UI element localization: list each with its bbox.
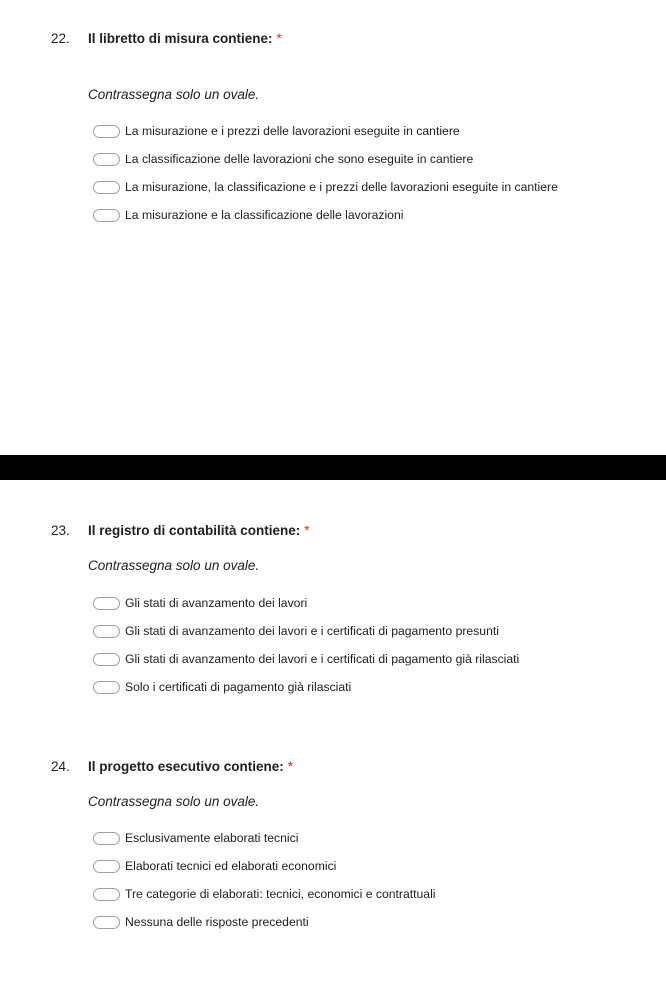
option-label: Nessuna delle risposte precedenti [125,915,309,929]
option-label: La misurazione e i prezzi delle lavorazioni eseguite in cantiere [125,124,460,138]
radio-oval[interactable] [93,681,120,694]
option-item[interactable] [93,173,558,201]
option-label: Gli stati di avanzamento dei lavori e i certificati di pagamento già rilasciati [125,652,520,666]
question-number: 24. [51,759,70,774]
radio-oval[interactable] [93,181,120,194]
option-label: La misurazione e la classificazione delle lavorazioni [125,208,404,222]
option-list [93,824,435,936]
radio-oval[interactable] [93,860,120,873]
radio-oval[interactable] [93,597,120,610]
option-item[interactable] [93,824,435,852]
option-item[interactable] [93,673,519,701]
option-item[interactable] [93,880,435,908]
question-number: 23. [51,523,70,538]
required-marker: * [287,759,294,774]
question-instruction: Contrassegna solo un ovale. [88,794,260,809]
option-list [93,117,558,229]
option-item[interactable] [93,908,435,936]
question-instruction: Contrassegna solo un ovale. [88,87,260,102]
option-label: La misurazione, la classificazione e i prezzi delle lavorazioni eseguite in cantiere [125,180,558,194]
option-item[interactable] [93,589,519,617]
option-label: Solo i certificati di pagamento già rilasciati [125,680,352,694]
page-break-bar [0,455,666,480]
question-title: Il registro di contabilità contiene: [88,523,301,538]
question-header [51,522,310,540]
option-item[interactable] [93,145,558,173]
question-number: 22. [51,31,70,46]
question-title: Il libretto di misura contiene: [88,31,273,46]
option-label: Gli stati di avanzamento dei lavori [125,596,308,610]
radio-oval[interactable] [93,916,120,929]
question-header [51,758,293,776]
option-list [93,589,519,701]
option-item[interactable] [93,117,558,145]
radio-oval[interactable] [93,153,120,166]
option-item[interactable] [93,645,519,673]
radio-oval[interactable] [93,888,120,901]
radio-oval[interactable] [93,832,120,845]
option-label: Tre categorie di elaborati: tecnici, economici e contrattuali [125,887,436,901]
radio-oval[interactable] [93,625,120,638]
question-header [51,30,282,48]
option-item[interactable] [93,201,558,229]
question-title: Il progetto esecutivo contiene: [88,759,284,774]
radio-oval[interactable] [93,653,120,666]
option-item[interactable] [93,617,519,645]
required-marker: * [304,523,310,538]
question-instruction: Contrassegna solo un ovale. [88,558,260,573]
option-label: Gli stati di avanzamento dei lavori e i certificati di pagamento presunti [125,624,499,638]
required-marker: * [276,31,282,46]
option-label: La classificazione delle lavorazioni che sono eseguite in cantiere [125,152,474,166]
option-label: Elaborati tecnici ed elaborati economici [125,859,337,873]
option-item[interactable] [93,852,435,880]
radio-oval[interactable] [93,125,120,138]
radio-oval[interactable] [93,209,120,222]
option-label: Esclusivamente elaborati tecnici [125,831,299,845]
